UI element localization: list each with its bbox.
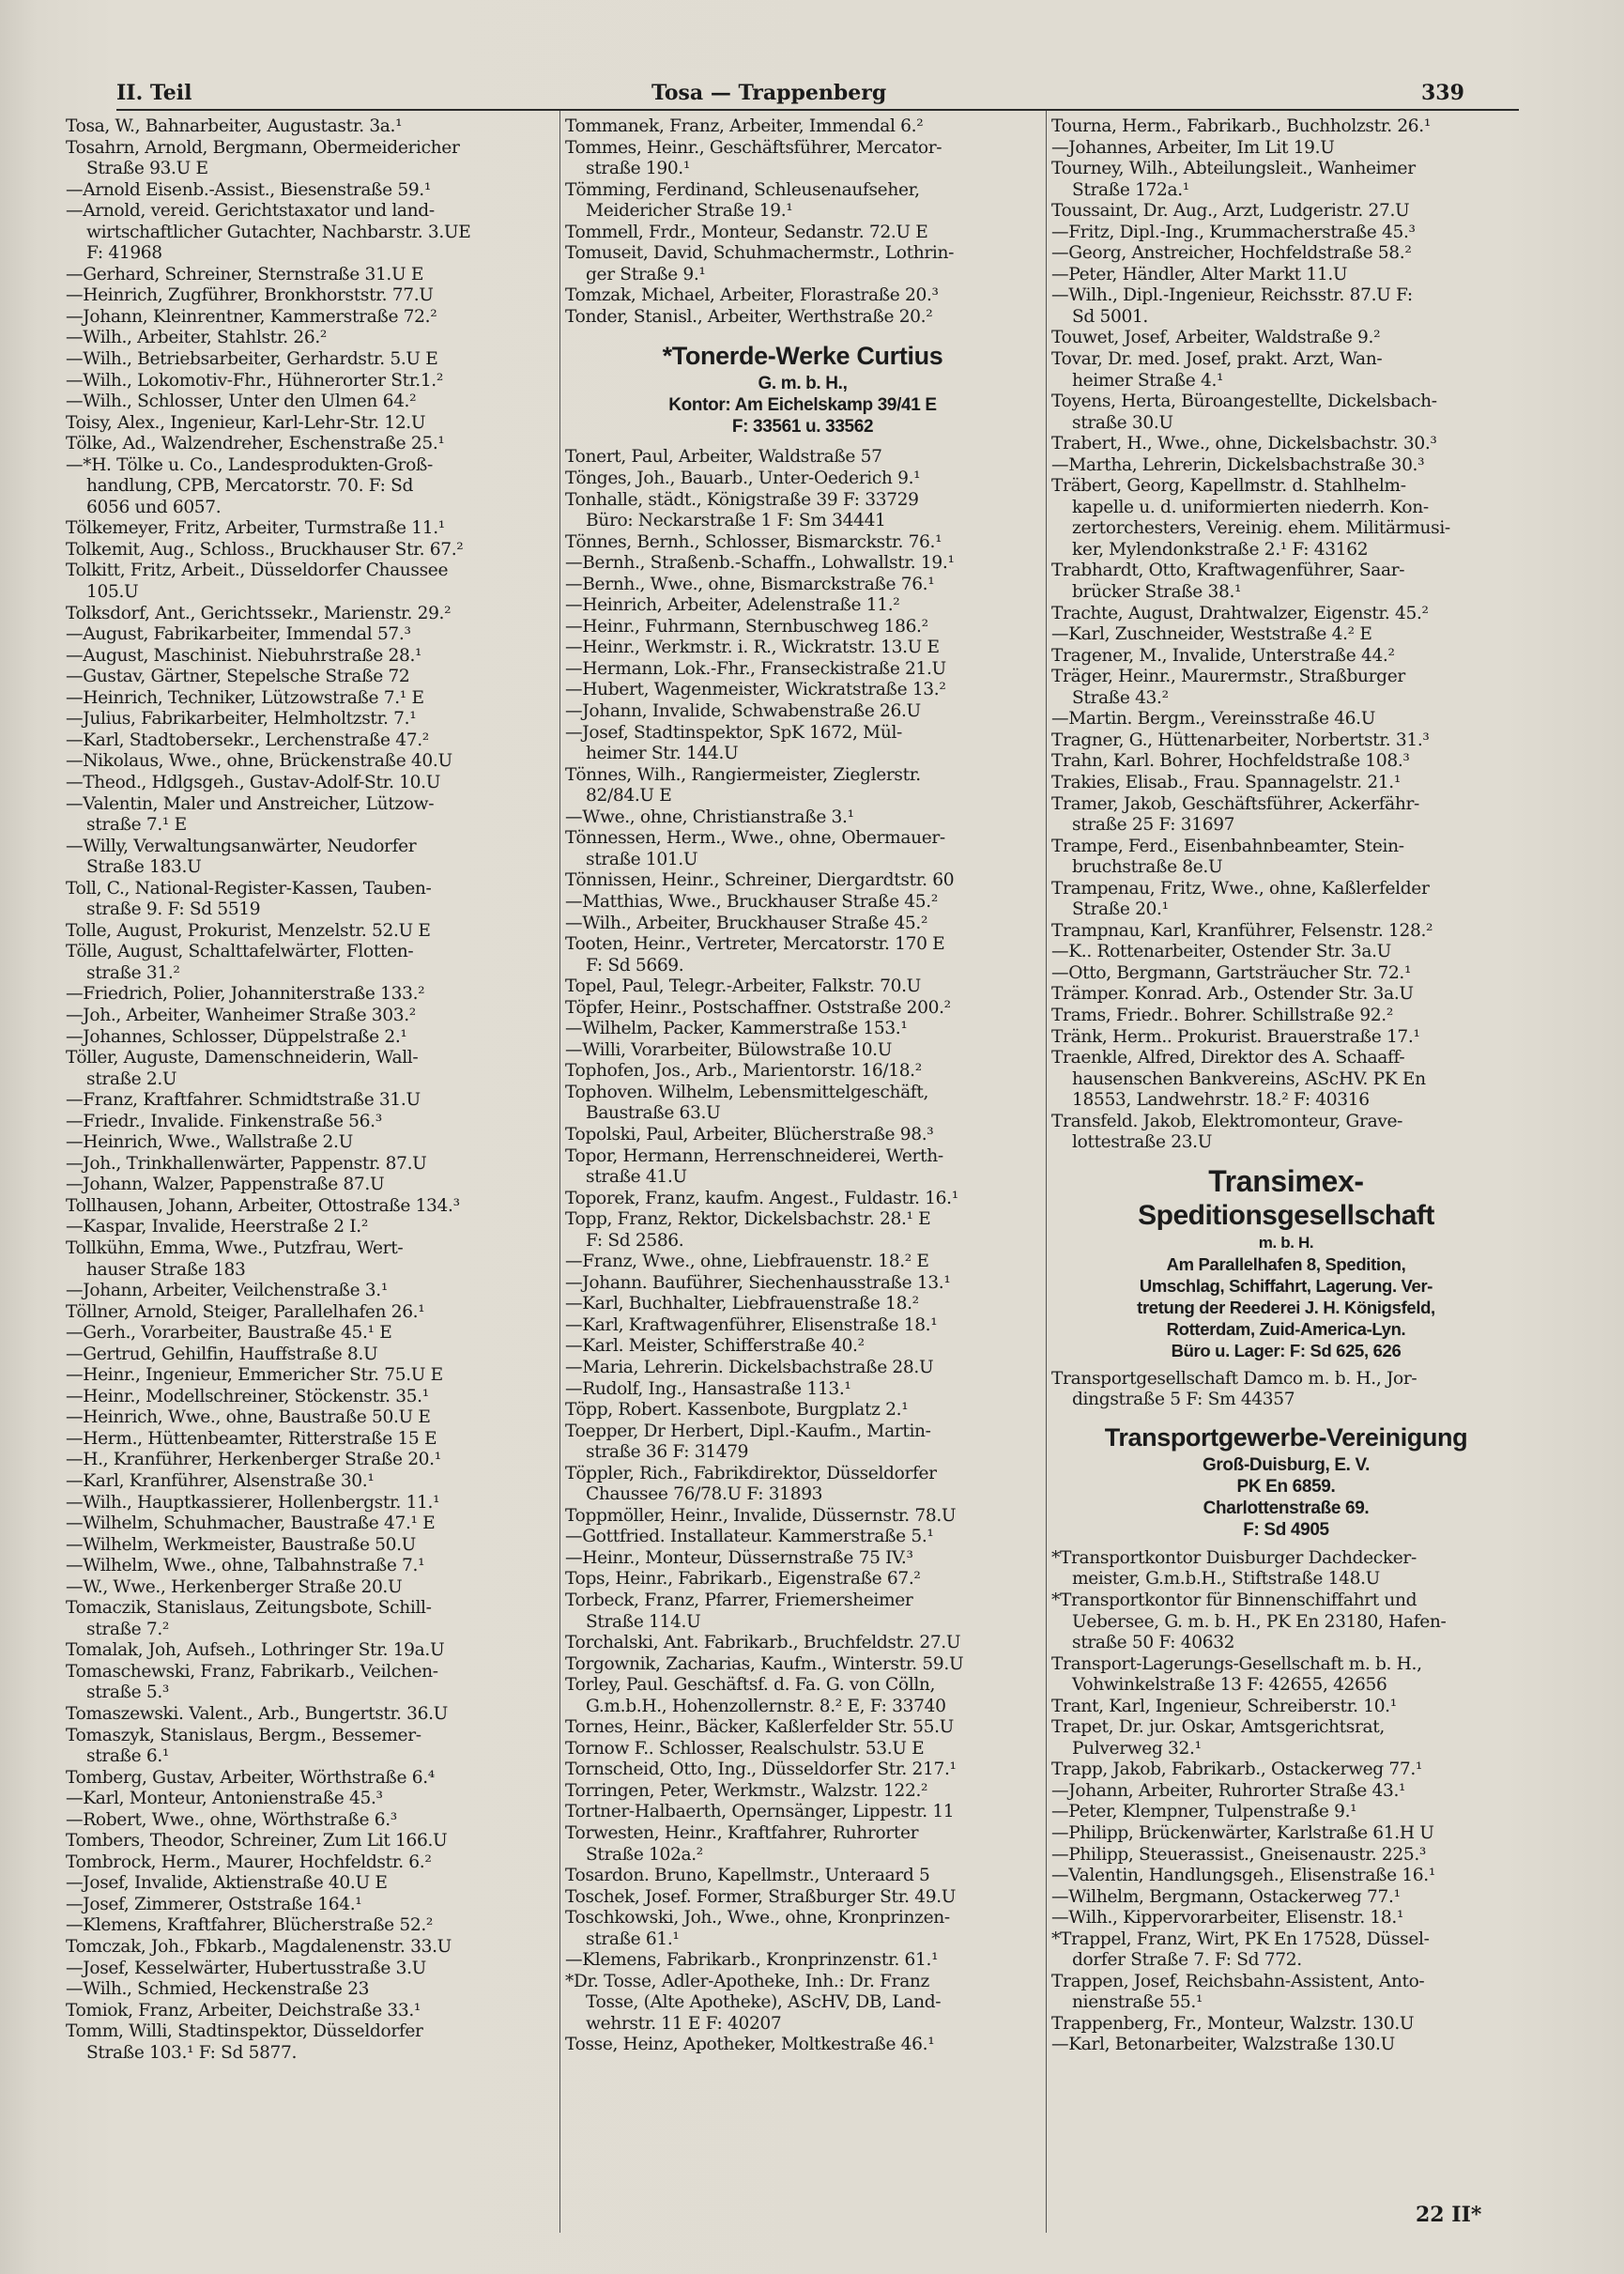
directory-entry: —Martha, Lehrerin, Dickelsbachstraße 30.³ xyxy=(1051,454,1425,475)
header-rule xyxy=(116,109,1519,111)
directory-entry: *Trappel, Franz, Wirt, PK En 17528, Düssel- xyxy=(1051,1928,1430,1949)
directory-entry: Tragner, G., Hüttenarbeiter, Norbertstr. 31.³ xyxy=(1051,730,1430,750)
directory-entry: —Friedr., Invalide. Finkenstraße 56.³ xyxy=(66,1111,382,1131)
directory-entry: Straße 172a.¹ xyxy=(1072,179,1189,200)
column-2 xyxy=(565,116,1040,2056)
directory-entry: —Fritz, Dipl.-Ing., Krummacherstraße 45.³ xyxy=(1051,222,1416,242)
directory-entry: Sd 5001. xyxy=(1072,306,1148,327)
directory-entry: —Johann. Bauführer, Siechenhausstraße 13.¹ xyxy=(565,1272,951,1293)
directory-entry: Tolkitt, Fritz, Arbeit., Düsseldorfer Chaussee xyxy=(66,561,449,581)
directory-entry: F: Sd 5669. xyxy=(586,955,684,976)
directory-entry: Toschkowski, Joh., Wwe., ohne, Kronprinzen- xyxy=(565,1908,950,1928)
directory-entry: Topolski, Paul, Arbeiter, Blücherstraße 98.³ xyxy=(565,1124,934,1145)
column-1 xyxy=(66,116,554,2064)
directory-entry: —Robert, Wwe., ohne, Wörthstraße 6.³ xyxy=(66,1809,397,1830)
directory-entry: Tonhalle, städt., Königstraße 39 F: 33729 xyxy=(565,489,919,510)
directory-entry: lottestraße 23.U xyxy=(1072,1132,1213,1153)
header-range: Tosa — Trappenberg xyxy=(651,81,887,105)
directory-entry: Trampnau, Karl, Kranführer, Felsenstr. 128.² xyxy=(1051,920,1433,941)
directory-entry: Trabert, H., Wwe., ohne, Dickelsbachstr. 30.³ xyxy=(1051,434,1437,454)
directory-entry: 105.U xyxy=(86,582,139,603)
directory-entry: —Friedrich, Polier, Johanniterstraße 133.² xyxy=(66,984,425,1005)
directory-entry: —Karl, Kraftwagenführer, Elisenstraße 18.¹ xyxy=(565,1314,938,1335)
directory-entry: straße 9. F: Sd 5519 xyxy=(86,899,261,920)
directory-entry: —Wilh., Hauptkassierer, Hollenbergstr. 11.¹ xyxy=(66,1492,440,1513)
directory-entry: —Johann, Kleinrentner, Kammerstraße 72.² xyxy=(66,306,437,327)
directory-entry: Topel, Paul, Telegr.-Arbeiter, Falkstr. 70.U xyxy=(565,976,921,997)
directory-entry: —Heinr., Fuhrmann, Sternbuschweg 186.² xyxy=(565,616,928,637)
directory-entry: —Joh., Arbeiter, Wanheimer Straße 303.² xyxy=(66,1005,416,1025)
directory-entry: —Wilh., Arbeiter, Bruckhauser Straße 45.² xyxy=(565,913,928,933)
directory-entry: —Wilhelm, Packer, Kammerstraße 153.¹ xyxy=(565,1019,908,1039)
directory-entry: Toussaint, Dr. Aug., Arzt, Ludgeristr. 27.U xyxy=(1051,201,1410,222)
directory-entry: —Johannes, Schlosser, Düppelstraße 2.¹ xyxy=(66,1026,407,1047)
directory-entry: Toppmöller, Heinr., Invalide, Düssernstr. 78.U xyxy=(565,1505,957,1526)
directory-entry: —Wilh., Schlosser, Unter den Ulmen 64.² xyxy=(66,392,417,412)
directory-entry: Trahn, Karl. Bohrer, Hochfeldstraße 108.³ xyxy=(1051,751,1410,772)
directory-entry: —Wilhelm, Schuhmacher, Baustraße 47.¹ E xyxy=(66,1513,436,1534)
column-divider-2 xyxy=(1046,111,1047,2233)
ad-line: Rotterdam, Zuid-America-Lyn. xyxy=(1166,1318,1406,1339)
directory-entry: straße 30.U xyxy=(1072,412,1173,433)
directory-entry: Tommes, Heinr., Geschäftsführer, Mercator- xyxy=(565,137,942,158)
directory-entry: Torwesten, Heinr., Kraftfahrer, Ruhrorter xyxy=(565,1823,919,1844)
directory-entry: kapelle u. d. uniformierten niederrh. Kon- xyxy=(1072,497,1429,517)
directory-entry: —K.. Rottenarbeiter, Ostender Str. 3a.U xyxy=(1051,942,1391,962)
directory-entry: Trapp, Jakob, Fabrikarb., Ostackerweg 77.¹ xyxy=(1051,1759,1423,1780)
directory-entry: Tomzak, Michael, Arbeiter, Florastraße 20.³ xyxy=(565,285,939,306)
directory-entry: Tombers, Theodor, Schreiner, Zum Lit 166.U xyxy=(66,1831,448,1851)
directory-entry: 18553, Landwehrstr. 18.² F: 40316 xyxy=(1072,1090,1370,1111)
directory-entry: Tosahrn, Arnold, Bergmann, Obermeidericher xyxy=(66,137,460,158)
directory-entry: Tomaszewski. Valent., Arb., Bungertstr. 36.U xyxy=(66,1704,448,1725)
directory-entry: Tosa, W., Bahnarbeiter, Augustastr. 3a.¹ xyxy=(66,116,403,136)
directory-entry: Uebersee, G. m. b. H., PK En 23180, Hafen- xyxy=(1072,1611,1447,1632)
directory-entry: Straße 103.¹ F: Sd 5877. xyxy=(86,2042,298,2063)
directory-entry: Tönnessen, Herm., Wwe., ohne, Obermauer- xyxy=(565,828,945,849)
directory-entry: Torbeck, Franz, Pfarrer, Friemersheimer xyxy=(565,1590,913,1610)
directory-entry: —Maria, Lehrerin. Dickelsbachstraße 28.U xyxy=(565,1357,934,1377)
directory-entry: Trakies, Elisab., Frau. Spannagelstr. 21.¹ xyxy=(1051,772,1401,792)
ad-line: Am Parallelhafen 8, Spedition, xyxy=(1166,1253,1406,1274)
directory-entry: Straße 93.U E xyxy=(86,159,208,179)
directory-entry: Tomm, Willi, Stadtinspektor, Düsseldorfer xyxy=(66,2021,423,2042)
directory-entry: Toschek, Josef. Former, Straßburger Str. 49.U xyxy=(565,1886,957,1907)
ad-line: Umschlag, Schiffahrt, Lagerung. Ver- xyxy=(1139,1275,1433,1296)
directory-entry: —Arnold Eisenb.-Assist., Biesenstraße 59.¹ xyxy=(66,179,431,200)
directory-entry: Tovar, Dr. med. Josef, prakt. Arzt, Wan- xyxy=(1051,349,1383,370)
directory-entry: Tonert, Paul, Arbeiter, Waldstraße 57 xyxy=(565,447,882,468)
directory-entry: Tophoven. Wilhelm, Lebensmittelgeschäft, xyxy=(565,1082,929,1102)
directory-entry: Torchalski, Ant. Fabrikarb., Bruchfeldstr. 27.U xyxy=(565,1633,961,1653)
directory-entry: Tomalak, Joh, Aufseh., Lothringer Str. 19a.U xyxy=(66,1640,445,1661)
header-section: II. Teil xyxy=(116,81,192,105)
directory-entry: Traenkle, Alfred, Direktor des A. Schaaff- xyxy=(1051,1048,1405,1068)
directory-entry: Tooten, Heinr., Vertreter, Mercatorstr. 170 E xyxy=(565,934,945,955)
directory-entry: ker, Mylendonkstraße 2.¹ F: 43162 xyxy=(1072,539,1369,560)
directory-entry: Tomuseit, David, Schuhmachermstr., Lothrin- xyxy=(565,243,955,264)
directory-entry: —Wilh., Betriebsarbeiter, Gerhardstr. 5.U E xyxy=(66,349,438,370)
directory-entry: —Wilh., Arbeiter, Stahlstr. 26.² xyxy=(66,328,328,348)
directory-entry: —Philipp, Steuerassist., Gneisenaustr. 225.³ xyxy=(1051,1844,1426,1865)
directory-entry: wehrstr. 11 E F: 40207 xyxy=(586,2013,782,2034)
directory-entry: Chaussee 76/78.U F: 31893 xyxy=(586,1484,823,1505)
ad-line: F: 33561 u. 33562 xyxy=(731,417,874,438)
directory-entry: Topp, Franz, Rektor, Dickelsbachstr. 28.¹ E xyxy=(565,1209,931,1230)
directory-entry: straße 31.² xyxy=(86,962,180,983)
directory-entry: Tränk, Herm.. Prokurist. Brauerstraße 17.¹ xyxy=(1051,1026,1420,1047)
directory-entry: —Matthias, Wwe., Bruckhauser Straße 45.² xyxy=(565,891,938,912)
directory-entry: —Herm., Hüttenbeamter, Ritterstraße 15 E xyxy=(66,1428,437,1449)
ad-line: Kontor: Am Eichelskamp 39/41 E xyxy=(668,395,937,416)
column-3-mid xyxy=(1051,1369,1521,1411)
directory-entry: handlung, CPB, Mercatorstr. 70. F: Sd xyxy=(86,476,414,497)
directory-entry: Tomberg, Gustav, Arbeiter, Wörthstraße 6.⁴ xyxy=(66,1767,435,1788)
ad-title: *Tonerde-Werke Curtius xyxy=(662,342,943,371)
directory-entry: dorfer Straße 7. F: Sd 772. xyxy=(1072,1950,1302,1971)
directory-entry: —Hubert, Wagenmeister, Wickratstraße 13.² xyxy=(565,680,946,700)
directory-entry: —Wilh., Kippervorarbeiter, Elisenstr. 18.¹ xyxy=(1051,1908,1404,1928)
directory-entry: —Wilh., Schmied, Heckenstraße 23 xyxy=(66,1979,370,2000)
directory-entry: —Karl, Zuschneider, Weststraße 4.² E xyxy=(1051,624,1372,645)
directory-entry: —Gerhard, Schreiner, Sternstraße 31.U E xyxy=(66,264,424,284)
directory-entry: —Franz, Wwe., ohne, Liebfrauenstr. 18.² E xyxy=(565,1252,929,1272)
directory-entry: —Klemens, Kraftfahrer, Blücherstraße 52.² xyxy=(66,1915,433,1936)
directory-entry: Tölkemeyer, Fritz, Arbeiter, Turmstraße 11.¹ xyxy=(66,518,445,539)
directory-entry: heimer Str. 144.U xyxy=(586,744,739,764)
directory-entry: Pulverweg 32.¹ xyxy=(1072,1738,1202,1759)
directory-entry: —Valentin, Maler und Anstreicher, Lützow- xyxy=(66,793,435,814)
ad-line: Charlottenstraße 69. xyxy=(1203,1498,1370,1518)
directory-entry: Trappen, Josef, Reichsbahn-Assistent, Anto- xyxy=(1051,1971,1425,1991)
directory-entry: Tosardon. Bruno, Kapellmstr., Unteraard 5 xyxy=(565,1866,930,1886)
directory-entry: Tops, Heinr., Fabrikarb., Eigenstraße 67.² xyxy=(565,1569,921,1590)
ad-line: tretung der Reederei J. H. Königsfeld, xyxy=(1137,1297,1435,1317)
directory-entry: —Josef, Zimmerer, Oststraße 164.¹ xyxy=(66,1894,362,1914)
directory-entry: —Karl, Buchhalter, Liebfrauenstraße 18.² xyxy=(565,1294,919,1314)
directory-entry: Trachte, August, Drahtwalzer, Eigenstr. 45.² xyxy=(1051,603,1429,623)
directory-entry: straße 6.¹ xyxy=(86,1746,170,1767)
directory-entry: Büro: Neckarstraße 1 F: Sm 34441 xyxy=(586,511,886,531)
directory-entry: 82/84.U E xyxy=(586,786,672,807)
ad-transportgewerbe xyxy=(1051,1421,1521,1541)
directory-entry: —Kaspar, Invalide, Heerstraße 2 I.² xyxy=(66,1217,368,1237)
directory-entry: —August, Maschinist. Niebuhrstraße 28.¹ xyxy=(66,645,422,666)
ad-subtitle: m. b. H. xyxy=(1258,1233,1314,1252)
page-number: 339 xyxy=(1421,81,1464,105)
directory-entry: Tosse, (Alte Apotheke), AScHV, DB, Land- xyxy=(586,1992,942,2013)
directory-entry: Transfeld. Jakob, Elektromonteur, Grave- xyxy=(1051,1111,1403,1131)
directory-entry: —Willy, Verwaltungsanwärter, Neudorfer xyxy=(66,836,417,856)
directory-entry: Tolksdorf, Ant., Gerichtssekr., Marienstr. 29.² xyxy=(66,603,452,623)
directory-entry: Tornscheid, Otto, Ing., Düsseldorfer Str. 217.¹ xyxy=(565,1759,957,1780)
directory-entry: —Martin. Bergm., Vereinsstraße 46.U xyxy=(1051,709,1376,730)
directory-entry: wirtschaftlicher Gutachter, Nachbarstr. 3.UE xyxy=(86,222,471,242)
directory-entry: Tragener, M., Invalide, Unterstraße 44.² xyxy=(1051,645,1395,666)
directory-entry: Tombrock, Herm., Maurer, Hochfeldstr. 6.² xyxy=(66,1851,432,1872)
directory-entry: Tölle, August, Schalttafelwärter, Flotten- xyxy=(66,942,414,962)
directory-entry: dingstraße 5 F: Sm 44357 xyxy=(1072,1390,1295,1410)
directory-entry: Tophofen, Jos., Arb., Marientorstr. 16/18.² xyxy=(565,1061,922,1082)
directory-entry: straße 101.U xyxy=(586,849,698,869)
directory-entry: Tönnes, Wilh., Rangiermeister, Zieglerstr. xyxy=(565,764,921,785)
directory-entry: Töppler, Rich., Fabrikdirektor, Düsseldorfer xyxy=(565,1463,937,1483)
directory-entry: —Peter, Händler, Alter Markt 11.U xyxy=(1051,264,1348,284)
directory-entry: Töller, Auguste, Damenschneiderin, Wall- xyxy=(66,1048,419,1068)
directory-entry: Tortner-Halbaerth, Opernsänger, Lippestr. 11 xyxy=(565,1802,955,1822)
directory-entry: —Georg, Anstreicher, Hochfeldstraße 58.² xyxy=(1051,243,1412,264)
directory-entry: —Willi, Vorarbeiter, Bülowstraße 10.U xyxy=(565,1039,893,1060)
column-3 xyxy=(1051,116,1521,2056)
directory-entry: zertorchesters, Vereinig. ehem. Militärmusi- xyxy=(1072,518,1450,539)
ad-tonerde-werke xyxy=(565,339,1040,438)
directory-entry: —Johann, Invalide, Schwabenstraße 26.U xyxy=(565,701,921,722)
directory-entry: straße 5.³ xyxy=(86,1682,170,1703)
directory-entry: Toyens, Herta, Büroangestellte, Dickelsbach- xyxy=(1051,392,1437,412)
directory-entry: 6056 und 6057. xyxy=(86,497,222,517)
directory-entry: —Heinr., Modellschreiner, Stöckenstr. 35.¹ xyxy=(66,1386,429,1406)
directory-entry: Torley, Paul. Geschäftsf. d. Fa. G. von Cölln, xyxy=(565,1675,936,1696)
directory-entry: —Gerh., Vorarbeiter, Baustraße 45.¹ E xyxy=(66,1323,392,1344)
directory-entry: —Josef, Invalide, Aktienstraße 40.U E xyxy=(66,1873,388,1894)
directory-entry: Tramer, Jakob, Geschäftsführer, Ackerfähr- xyxy=(1051,793,1419,814)
directory-entry: —Hermann, Lok.-Fhr., Franseckistraße 21.U xyxy=(565,658,946,679)
directory-entry: straße 41.U xyxy=(586,1167,687,1188)
ad-title: Transportgewerbe-Vereinigung xyxy=(1104,1422,1468,1452)
directory-entry: —Klemens, Fabrikarb., Kronprinzenstr. 61.¹ xyxy=(565,1950,939,1971)
directory-entry: Toporek, Franz, kaufm. Angest., Fuldastr. 16.¹ xyxy=(565,1188,958,1208)
directory-entry: Trampenau, Fritz, Wwe., ohne, Kaßlerfelder xyxy=(1051,878,1430,899)
directory-entry: —Bernh., Straßenb.-Schaffn., Lohwallstr. 19.¹ xyxy=(565,553,955,574)
directory-entry: —Heinr., Monteur, Düssernstraße 75 IV.³ xyxy=(565,1547,913,1568)
ad-title: Transimex- xyxy=(1208,1163,1364,1198)
directory-entry: *Transportkontor Duisburger Dachdecker- xyxy=(1051,1547,1417,1568)
directory-entry: —Wwe., ohne, Christianstraße 3.¹ xyxy=(565,807,854,827)
directory-entry: —Heinrich, Techniker, Lützowstraße 7.¹ E xyxy=(66,687,424,708)
directory-entry: Tomaczik, Stanislaus, Zeitungsbote, Schill- xyxy=(66,1598,432,1619)
directory-entry: —Karl, Stadtobersekr., Lerchenstraße 47.² xyxy=(66,730,429,750)
directory-entry: Tönges, Joh., Bauarb., Unter-Oederich 9.¹ xyxy=(565,469,921,489)
directory-entry: bruchstraße 8e.U xyxy=(1072,857,1223,878)
directory-entry: Toisy, Alex., Ingenieur, Karl-Lehr-Str. 12.U xyxy=(66,412,426,433)
directory-entry: F: Sd 2586. xyxy=(586,1230,684,1251)
directory-entry: brücker Straße 38.¹ xyxy=(1072,582,1242,603)
ad-line: Büro u. Lager: F: Sd 625, 626 xyxy=(1171,1340,1402,1360)
directory-entry: ger Straße 9.¹ xyxy=(586,264,706,284)
directory-entry: heimer Straße 4.¹ xyxy=(1072,370,1224,391)
directory-entry: Töpp, Robert. Kassenbote, Burgplatz 2.¹ xyxy=(565,1400,909,1421)
directory-entry: Topor, Hermann, Herrenschneiderei, Werth- xyxy=(565,1145,943,1166)
directory-entry: straße 25 F: 31697 xyxy=(1072,815,1235,836)
column-divider-1 xyxy=(559,111,560,2233)
directory-entry: Vohwinkelstraße 13 F: 42655, 42656 xyxy=(1072,1675,1387,1696)
ad-line: PK En 6859. xyxy=(1236,1476,1336,1497)
directory-entry: Trämper. Konrad. Arb., Ostender Str. 3a.U xyxy=(1051,984,1414,1005)
directory-entry: —Heinr., Ingenieur, Emmericher Str. 75.U E xyxy=(66,1365,443,1386)
directory-entry: Tollhausen, Johann, Arbeiter, Ottostraße 134.³ xyxy=(66,1195,460,1216)
directory-entry: —Otto, Bergmann, Gartsträucher Str. 72.¹ xyxy=(1051,962,1412,983)
directory-entry: *Dr. Tosse, Adler-Apotheke, Inh.: Dr. Franz xyxy=(565,1971,930,1991)
directory-entry: Toll, C., National-Register-Kassen, Tauben- xyxy=(66,878,432,899)
directory-entry: meister, G.m.b.H., Stiftstraße 148.U xyxy=(1072,1569,1380,1590)
directory-entry: Tönnissen, Heinr., Schreiner, Diergardtstr. 60 xyxy=(565,870,955,891)
directory-entry: —Heinrich, Wwe., Wallstraße 2.U xyxy=(66,1132,353,1153)
directory-entry: straße 61.¹ xyxy=(586,1928,680,1949)
directory-entry: Tomczak, Joh., Fbkarb., Magdalenenstr. 33.U xyxy=(66,1937,452,1958)
directory-entry: —Wilhelm, Bergmann, Ostackerweg 77.¹ xyxy=(1051,1886,1401,1907)
directory-entry: straße 2.U xyxy=(86,1068,177,1089)
directory-entry: Tornes, Heinr., Bäcker, Kaßlerfelder Str. 55.U xyxy=(565,1717,954,1738)
directory-entry: —Wilh., Lokomotiv-Fhr., Hühnerorter Str.1.² xyxy=(66,370,443,391)
directory-entry: —Peter, Klempner, Tulpenstraße 9.¹ xyxy=(1051,1802,1357,1822)
directory-entry: —Gustav, Gärtner, Stepelsche Straße 72 xyxy=(66,667,410,687)
directory-entry: straße 7.² xyxy=(86,1619,170,1639)
column-2-top xyxy=(565,116,1040,328)
directory-entry: —Joh., Trinkhallenwärter, Pappenstr. 87.U xyxy=(66,1153,427,1174)
directory-entry: Träger, Heinr., Maurermstr., Straßburger xyxy=(1051,667,1405,687)
directory-entry: Straße 102a.² xyxy=(586,1844,703,1865)
directory-entry: —Gertrud, Gehilfin, Hauffstraße 8.U xyxy=(66,1344,378,1364)
directory-entry: straße 7.¹ E xyxy=(86,815,187,836)
directory-entry: Transportgesellschaft Damco m. b. H., Jor- xyxy=(1051,1368,1417,1389)
directory-entry: —Wilhelm, Werkmeister, Baustraße 50.U xyxy=(66,1534,417,1555)
directory-entry: Straße 114.U xyxy=(586,1611,701,1632)
directory-entry: Tömming, Ferdinand, Schleusenaufseher, xyxy=(565,179,920,200)
column-2-bottom xyxy=(565,447,1040,2056)
directory-entry: —Heinr., Werkmstr. i. R., Wickratstr. 13.U E xyxy=(565,638,940,658)
directory-entry: Tomaschewski, Franz, Fabrikarb., Veilchen- xyxy=(66,1661,438,1682)
directory-entry: Tönnes, Bernh., Schlosser, Bismarckstr. 76.¹ xyxy=(565,531,942,552)
directory-entry: —Wilhelm, Wwe., ohne, Talbahnstraße 7.¹ xyxy=(66,1556,425,1576)
page-header xyxy=(116,81,1524,111)
directory-entry: Touwet, Josef, Arbeiter, Waldstraße 9.² xyxy=(1051,328,1381,348)
directory-entry: Trabhardt, Otto, Kraftwagenführer, Saar- xyxy=(1051,561,1405,581)
directory-entry: Baustraße 63.U xyxy=(586,1103,721,1124)
directory-entry: —Franz, Kraftfahrer. Schmidtstraße 31.U xyxy=(66,1090,421,1111)
directory-entry: Tourney, Wilh., Abteilungsleit., Wanheimer xyxy=(1051,159,1416,179)
directory-entry: —W., Wwe., Herkenberger Straße 20.U xyxy=(66,1576,403,1597)
directory-entry: Torringen, Peter, Werkmstr., Walzstr. 122.² xyxy=(565,1780,928,1801)
directory-entry: Trapet, Dr. jur. Oskar, Amtsgerichtsrat, xyxy=(1051,1717,1385,1738)
directory-entry: —Bernh., Wwe., ohne, Bismarckstraße 76.¹ xyxy=(565,574,935,594)
column-3-bottom xyxy=(1051,1548,1521,2056)
directory-entry: —Karl, Betonarbeiter, Walzstraße 130.U xyxy=(1051,2035,1395,2055)
ad-line: Groß-Duisburg, E. V. xyxy=(1202,1454,1371,1475)
directory-entry: straße 190.¹ xyxy=(586,159,690,179)
directory-entry: Tomiok, Franz, Arbeiter, Deichstraße 33.¹ xyxy=(66,2000,421,2020)
directory-entry: Tollkühn, Emma, Wwe., Putzfrau, Wert- xyxy=(66,1237,404,1258)
directory-entry: Tommanek, Franz, Arbeiter, Immendal 6.² xyxy=(565,116,924,136)
directory-entry: *Transportkontor für Binnenschiffahrt und xyxy=(1051,1590,1417,1610)
directory-entry: Tolkemit, Aug., Schloss., Bruckhauser Str. 67.² xyxy=(66,539,464,560)
directory-entry: Tölke, Ad., Walzendreher, Eschenstraße 25.¹ xyxy=(66,434,445,454)
directory-entry: Tommell, Frdr., Monteur, Sedanstr. 72.U E xyxy=(565,222,928,242)
directory-entry: —*H. Tölke u. Co., Landesprodukten-Groß- xyxy=(66,454,433,475)
ad-line: G. m. b. H., xyxy=(758,374,848,394)
directory-entry: Tosse, Heinz, Apotheker, Moltkestraße 46.¹ xyxy=(565,2035,935,2055)
directory-entry: Töpfer, Heinr., Postschaffner. Oststraße 200.² xyxy=(565,997,951,1018)
ad-line: F: Sd 4905 xyxy=(1243,1519,1329,1540)
directory-entry: hausenschen Bankvereins, AScHV. PK En xyxy=(1072,1068,1426,1089)
directory-entry: —Valentin, Handlungsgeh., Elisenstraße 16.¹ xyxy=(1051,1866,1435,1886)
directory-entry: —Johannes, Arbeiter, Im Lit 19.U xyxy=(1051,137,1335,158)
directory-entry: Tonder, Stanisl., Arbeiter, Werthstraße 20.² xyxy=(565,306,933,327)
directory-entry: Straße 20.¹ xyxy=(1072,899,1169,920)
directory-entry: Tomaszyk, Stanislaus, Bergm., Bessemer- xyxy=(66,1725,421,1745)
directory-entry: Meidericher Straße 19.¹ xyxy=(586,201,793,222)
ad-title: Speditionsgesellschaft xyxy=(1138,1199,1434,1231)
directory-entry: G.m.b.H., Hohenzollernstr. 8.² E, F: 33740 xyxy=(586,1696,946,1716)
directory-entry: Tornow F.. Schlosser, Realschulstr. 53.U E xyxy=(565,1738,925,1759)
directory-entry: —Karl, Kranführer, Alsenstraße 30.¹ xyxy=(66,1471,375,1491)
directory-entry: Tolle, August, Prokurist, Menzelstr. 52.U E xyxy=(66,920,431,941)
directory-entry: Transport-Lagerungs-Gesellschaft m. b. H., xyxy=(1051,1653,1422,1674)
directory-entry: —Johann, Arbeiter, Veilchenstraße 3.¹ xyxy=(66,1281,388,1301)
directory-entry: hauser Straße 183 xyxy=(86,1259,246,1280)
directory-entry: —Gottfried. Installateur. Kammerstraße 5.¹ xyxy=(565,1527,934,1547)
directory-entry: —Johann, Arbeiter, Ruhrorter Straße 43.¹ xyxy=(1051,1780,1406,1801)
directory-entry: nienstraße 55.¹ xyxy=(1072,1992,1203,2013)
directory-entry: —Josef, Kesselwärter, Hubertusstraße 3.U xyxy=(66,1958,426,1978)
signature-mark: 22 II* xyxy=(1416,2203,1482,2227)
directory-entry: Trams, Friedr.. Bohrer. Schillstraße 92.² xyxy=(1051,1005,1393,1025)
directory-entry: straße 36 F: 31479 xyxy=(586,1442,749,1463)
directory-entry: Töllner, Arnold, Steiger, Parallelhafen 26.¹ xyxy=(66,1301,425,1322)
directory-entry: —Arnold, vereid. Gerichtstaxator und land- xyxy=(66,201,435,222)
directory-entry: —Nikolaus, Wwe., ohne, Brückenstraße 40.U xyxy=(66,751,452,772)
directory-entry: Torgownik, Zacharias, Kaufm., Winterstr. 59.U xyxy=(565,1653,964,1674)
directory-entry: —Heinrich, Arbeiter, Adelenstraße 11.² xyxy=(565,595,900,616)
directory-entry: Trant, Karl, Ingenieur, Schreiberstr. 10.¹ xyxy=(1051,1696,1397,1716)
directory-entry: Trampe, Ferd., Eisenbahnbeamter, Stein- xyxy=(1051,836,1404,856)
directory-entry: —Karl. Meister, Schifferstraße 40.² xyxy=(565,1336,865,1357)
ad-transimex xyxy=(1051,1163,1521,1361)
directory-entry: —H., Kranführer, Herkenberger Straße 20.¹ xyxy=(66,1450,441,1470)
directory-entry: Straße 183.U xyxy=(86,857,202,878)
directory-entry: Straße 43.² xyxy=(1072,687,1169,708)
directory-entry: —Karl, Monteur, Antonienstraße 45.³ xyxy=(66,1789,383,1809)
directory-entry: Toepper, Dr Herbert, Dipl.-Kaufm., Martin- xyxy=(565,1421,931,1441)
directory-entry: —Josef, Stadtinspektor, SpK 1672, Mül- xyxy=(565,722,902,743)
directory-entry: —Theod., Hdlgsgeh., Gustav-Adolf-Str. 10.U xyxy=(66,772,441,792)
directory-entry: —August, Fabrikarbeiter, Immendal 57.³ xyxy=(66,624,411,645)
directory-entry: —Rudolf, Ing., Hansastraße 113.¹ xyxy=(565,1378,851,1399)
directory-entry: Träbert, Georg, Kapellmstr. d. Stahlhelm- xyxy=(1051,476,1406,497)
directory-entry: Trappenberg, Fr., Monteur, Walzstr. 130.U xyxy=(1051,2013,1415,2034)
directory-entry: —Heinrich, Wwe., ohne, Baustraße 50.U E xyxy=(66,1407,431,1428)
directory-entry: straße 50 F: 40632 xyxy=(1072,1633,1235,1653)
directory-entry: F: 41968 xyxy=(86,243,162,264)
directory-entry: —Julius, Fabrikarbeiter, Helmholtzstr. 7.¹ xyxy=(66,709,417,730)
directory-entry: —Philipp, Brückenwärter, Karlstraße 61.H U xyxy=(1051,1823,1434,1843)
column-3-top xyxy=(1051,116,1521,1154)
directory-entry: —Heinrich, Zugführer, Bronkhorststr. 77.U xyxy=(66,285,434,306)
directory-entry: —Wilh., Dipl.-Ingenieur, Reichsstr. 87.U F: xyxy=(1051,285,1413,306)
directory-entry: —Johann, Walzer, Pappenstraße 87.U xyxy=(66,1175,385,1195)
directory-entry: Tourna, Herm., Fabrikarb., Buchholzstr. 26.¹ xyxy=(1051,116,1431,136)
